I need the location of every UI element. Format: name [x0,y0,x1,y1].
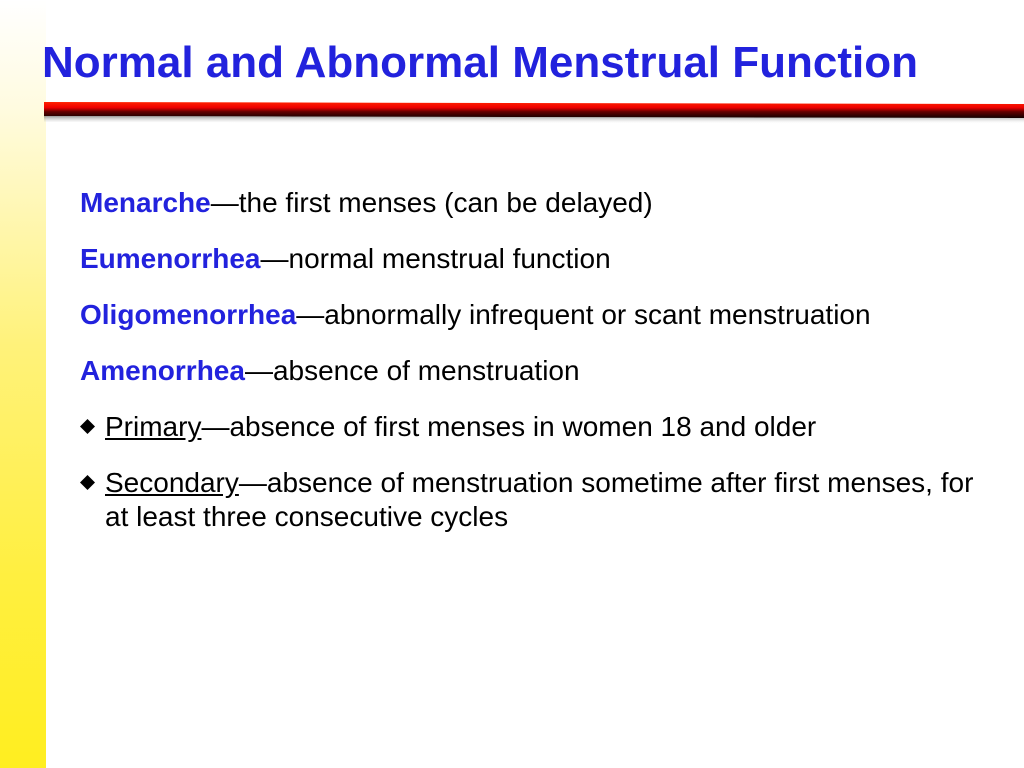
subitem-secondary [80,466,1000,534]
diamond-bullet-icon [80,475,95,490]
term-amenorrhea: Amenorrhea [80,355,245,386]
subitem-text: —absence of first menses in women 18 and older [201,411,817,442]
subitem-primary [80,410,1000,444]
slide-title: Normal and Abnormal Menstrual Function [42,38,918,87]
definition-menarche [80,186,1000,220]
subterm-primary: Primary [105,411,202,442]
definition-eumenorrhea [80,242,1000,276]
definition-text: —absence of menstruation [244,355,580,386]
term-menarche: Menarche [80,187,211,218]
definition-oligomenorrhea [80,298,1000,332]
side-gradient-band [0,0,46,768]
term-eumenorrhea: Eumenorrhea [80,243,261,274]
definition-amenorrhea [80,354,1000,388]
title-underline-bar [44,100,1024,126]
term-oligomenorrhea: Oligomenorrhea [80,299,297,330]
subitem-text: —absence of menstruation sometime after first menses, for at least three consecutive cycles [105,467,974,532]
subterm-secondary: Secondary [105,467,239,498]
definition-text: —the first menses (can be delayed) [210,187,653,218]
definition-text: —normal menstrual function [260,243,611,274]
slide-body [80,186,1000,556]
diamond-bullet-icon [80,419,95,434]
definition-text: —abnormally infrequent or scant menstruation [296,299,871,330]
